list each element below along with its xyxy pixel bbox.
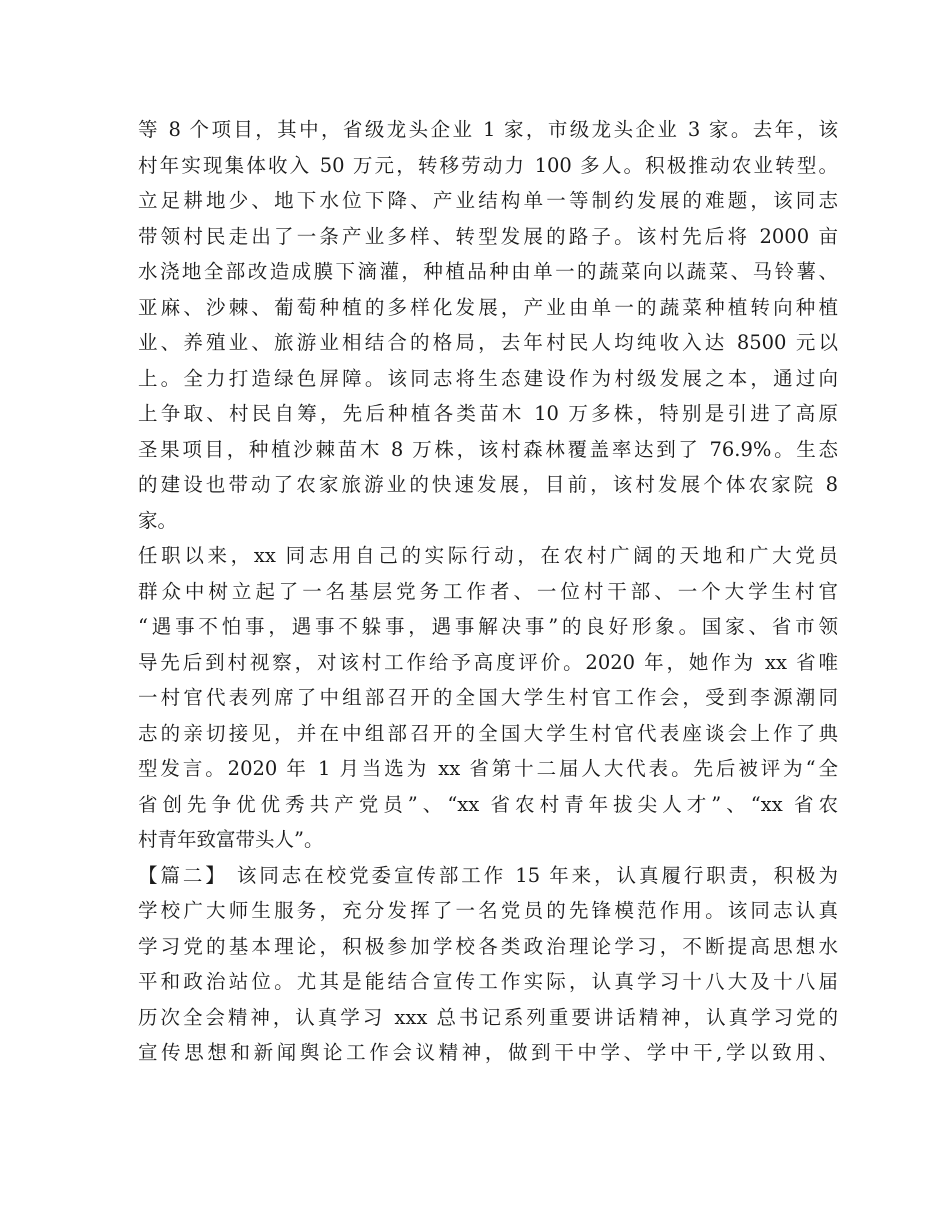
text-line: 水浇地全部改造成膜下滴灌，种植品种由单一的蔬菜向以蔬菜、马铃薯、	[138, 260, 838, 283]
text-line: 立足耕地少、地下水位下降、产业结构单一等制约发展的难题，该同志	[138, 189, 838, 212]
text-line: 亚麻、沙棘、葡萄种植的多样化发展，产业由单一的蔬菜种植转向种植	[138, 295, 838, 319]
text-line: 平和政治站位。尤其是能结合宣传工作实际，认真学习十八大及十八届	[138, 970, 838, 993]
text-line: 历次全会精神，认真学习 xxx 总书记系列重要讲话精神，认真学习党的	[138, 1005, 838, 1029]
text-line: 群众中树立起了一名基层党务工作者、一位村干部、一个大学生村官	[138, 579, 838, 603]
text-line: 圣果项目，种植沙棘苗木 8 万株，该村森林覆盖率达到了 76.9%。生态	[138, 437, 838, 461]
text-line: “遇事不怕事，遇事不躲事，遇事解决事”的良好形象。国家、省市领	[138, 615, 838, 638]
text-line: 带领村民走出了一条产业多样、转型发展的路子。该村先后将 2000 亩	[138, 224, 838, 248]
text-line: 省创先争优优秀共产党员”、“xx 省农村青年拔尖人才”、“xx 省农	[138, 792, 838, 816]
text-line: 业、养殖业、旅游业相结合的格局，去年村民人均纯收入达 8500 元以	[138, 331, 838, 354]
text-line: 宣传思想和新闻舆论工作会议精神，做到干中学、学中干,学以致用、	[138, 1041, 838, 1064]
text-line: 的建设也带动了农家旅游业的快速发展，目前，该村发展个体农家院 8	[138, 473, 838, 496]
text-line: 型发言。2020 年 1 月当选为 xx 省第十二届人大代表。先后被评为“全	[138, 757, 838, 780]
text-line: 村年实现集体收入 50 万元，转移劳动力 100 多人。积极推动农业转型。	[138, 153, 838, 177]
text-line: 学校广大师生服务，充分发挥了一名党员的先锋模范作用。该同志认真	[138, 899, 838, 922]
text-line: 上争取、村民自筹，先后种植各类苗木 10 万多株，特别是引进了高原	[138, 402, 838, 425]
text-line: 【篇二】 该同志在校党委宣传部工作 15 年来，认真履行职责，积极为	[138, 863, 838, 887]
text-line: 上。全力打造绿色屏障。该同志将生态建设作为村级发展之本，通过向	[138, 366, 838, 390]
text-line: 志的亲切接见，并在中组部召开的全国大学生村官代表座谈会上作了典	[138, 721, 838, 745]
text-line: 学习党的基本理论，积极参加学校各类政治理论学习，不断提高思想水	[138, 934, 838, 958]
text-line: 导先后到村视察，对该村工作给予高度评价。2020 年，她作为 xx 省唯	[138, 650, 838, 674]
text-line: 家。	[138, 508, 178, 532]
document-body	[138, 112, 838, 1071]
text-line: 任职以来，xx 同志用自己的实际行动，在农村广阔的天地和广大党员	[138, 544, 838, 567]
text-line: 一村官代表列席了中组部召开的全国大学生村官工作会，受到李源潮同	[138, 686, 838, 709]
text-line: 等 8 个项目，其中，省级龙头企业 1 家，市级龙头企业 3 家。去年，该	[138, 118, 838, 141]
text-line: 村青年致富带头人”。	[138, 828, 324, 851]
